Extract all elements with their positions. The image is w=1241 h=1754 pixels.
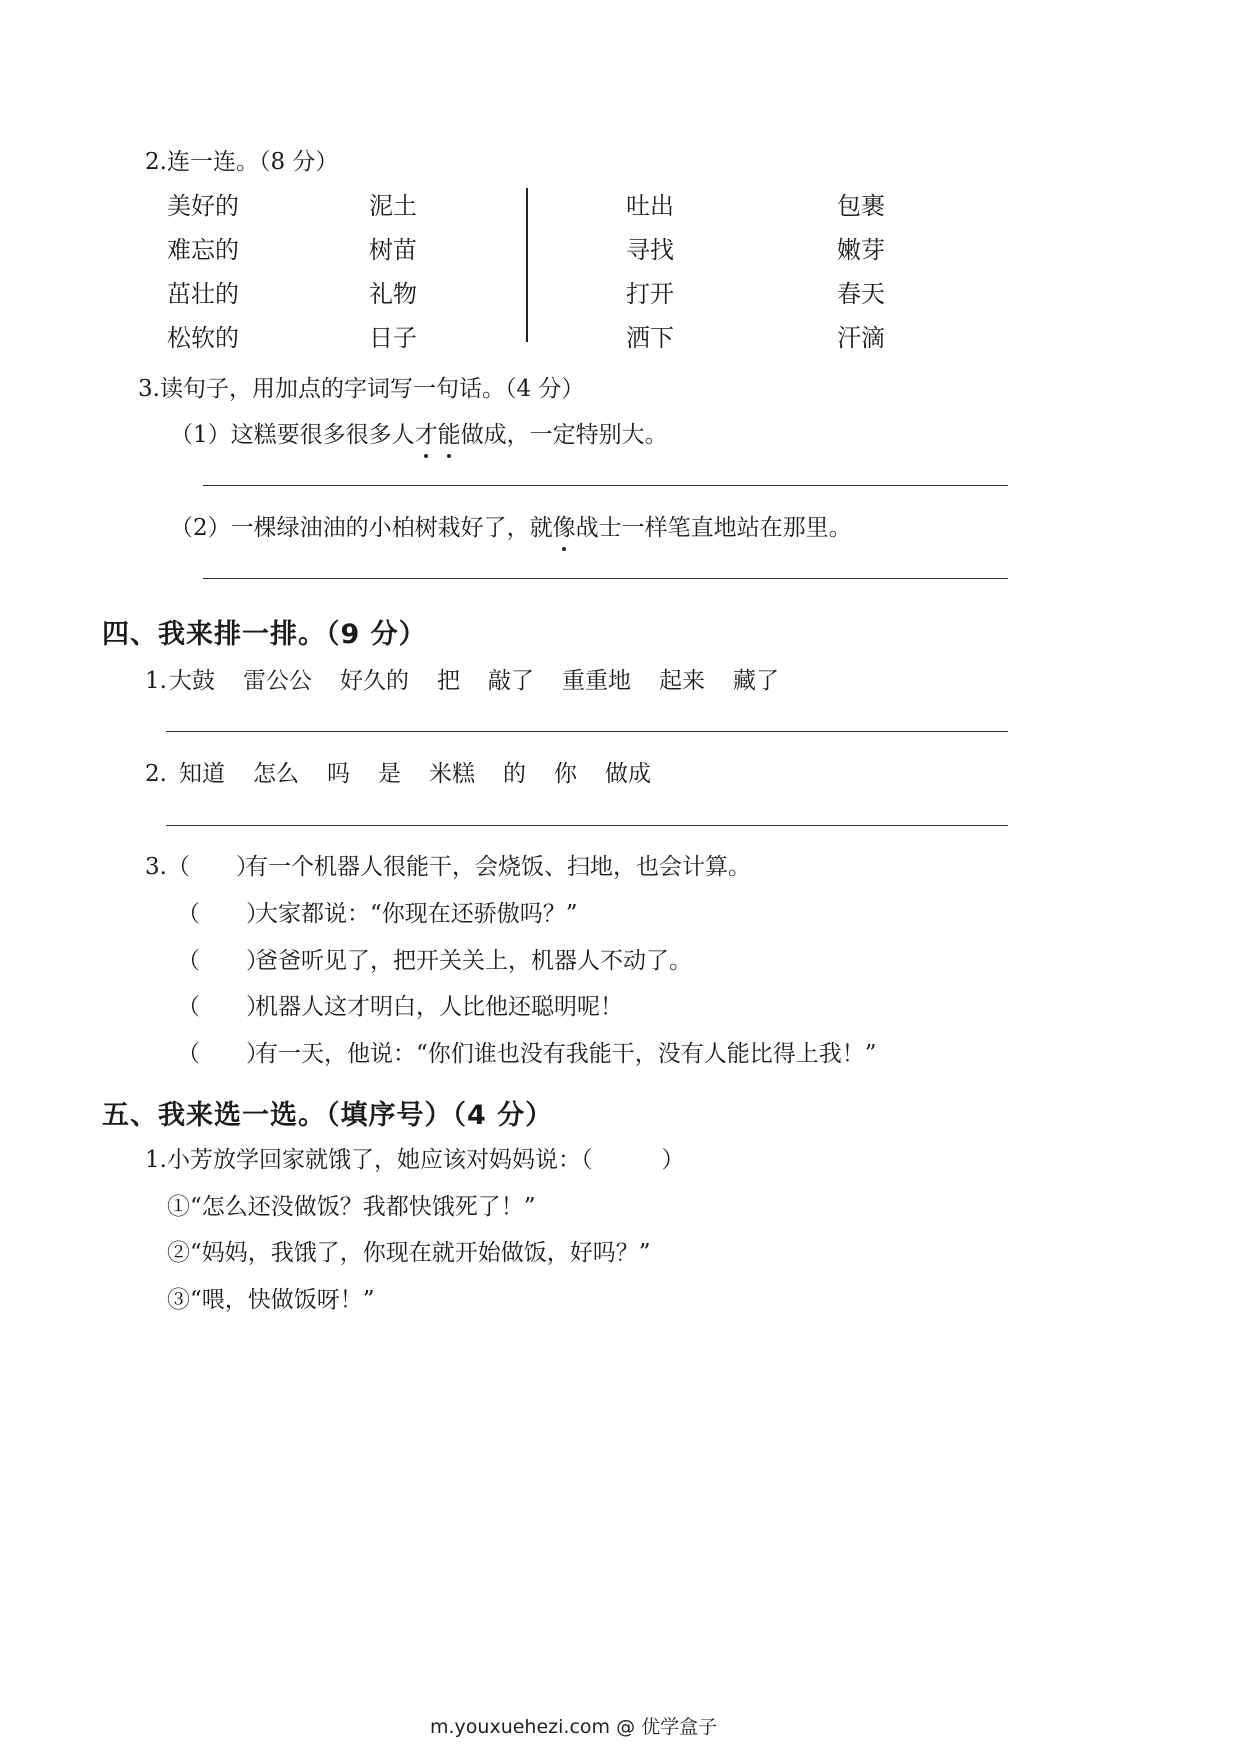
dotted-char: 像 [553,509,576,542]
dotted-char: 能 [438,416,461,449]
sort-item [177,988,623,1021]
word: 雷公公 [242,668,312,694]
sentence-text: 机器人这才明白，人比他还聪明呢！ [255,994,623,1020]
answer-parens[interactable]: （ ） [177,994,269,1020]
answer-parens[interactable]: （ ） [177,901,269,927]
answer-parens[interactable]: （ ） [177,1041,269,1067]
sentence-text: （2）一棵绿油油的小柏树栽好了，就 [170,515,553,541]
option-1: ①“怎么还没做饭？我都快饿死了！” [167,1194,536,1220]
q3-sentence-2 [170,509,852,542]
sec4-q1-words [145,662,807,695]
sentence-text: 爸爸听见了，把开关关上，机器人不动了。 [255,948,692,974]
sort-item [177,942,692,975]
option-2: ②“妈妈，我饿了，你现在就开始做饭，好吗？” [167,1240,651,1266]
word: 米糕 [428,761,475,787]
word: 敲了 [487,668,534,694]
answer-line[interactable] [203,485,1008,486]
word: 做成 [604,761,651,787]
match-word[interactable]: 茁壮的 [167,280,239,308]
sort-item [177,1035,877,1068]
match-word[interactable]: 难忘的 [167,236,239,264]
sort-item [177,895,578,928]
answer-line[interactable] [203,578,1008,579]
match-word[interactable]: 嫩芽 [837,236,885,264]
q2-title: 2.连一连。（8 分） [145,149,339,175]
section-4-title: 四、我来排一排。（9 分） [102,619,427,650]
sentence-text: 大家都说：“你现在还骄傲吗？” [255,901,578,927]
match-word[interactable]: 松软的 [167,324,239,352]
word: 你 [553,761,577,787]
sentence-text: 有一个机器人很能干，会烧饭、扫地，也会计算。 [244,854,751,880]
word: 藏了 [732,668,779,694]
sentence-text: 有一天，他说：“你们谁也没有我能干，没有人能比得上我！” [255,1041,877,1067]
word: 知道 [178,761,225,787]
sec4-q2-words [145,755,679,788]
word: 的 [502,761,526,787]
option-3: ③“喂，快做饭呀！” [167,1287,375,1313]
match-word[interactable]: 吐出 [626,192,674,220]
q3-title: 3.读句子，用加点的字词写一句话。（4 分） [138,376,585,402]
match-word[interactable]: 泥土 [369,192,417,220]
question-number: 1. [145,668,167,694]
word: 起来 [658,668,705,694]
footer-watermark: m.youxuehezi.com @ 优学盒子 [430,1716,718,1738]
word: 好久的 [339,668,409,694]
dotted-char: 才 [415,416,438,449]
word: 把 [436,668,460,694]
divider-line [526,188,528,342]
sort-item [145,848,751,881]
match-word[interactable]: 礼物 [369,280,417,308]
match-word[interactable]: 包裹 [837,192,885,220]
answer-parens[interactable]: （ ） [177,948,269,974]
answer-parens[interactable]: （ ） [166,854,259,880]
question-number: 3. [145,854,167,880]
word: 怎么 [252,761,299,787]
q3-sentence-1 [170,416,668,449]
sentence-text: 战士一样笔直地站在那里。 [575,515,852,541]
match-word[interactable]: 洒下 [626,324,674,352]
answer-line[interactable] [166,731,1008,732]
match-word[interactable]: 日子 [369,324,417,352]
word: 是 [377,761,401,787]
match-word[interactable]: 汗滴 [837,324,885,352]
sentence-text: （1）这糕要很多很多人 [170,422,415,448]
question-number: 2. [145,761,167,787]
sec5-q1: 1.小芳放学回家就饿了，她应该对妈妈说：（ ） [145,1147,685,1173]
match-word[interactable]: 春天 [837,280,885,308]
answer-line[interactable] [166,825,1008,826]
match-word[interactable]: 树苗 [369,236,417,264]
word: 吗 [326,761,350,787]
sentence-text: 做成，一定特别大。 [460,422,668,448]
match-word[interactable]: 寻找 [626,236,674,264]
word: 重重地 [561,668,631,694]
match-word[interactable]: 打开 [626,280,674,308]
match-word[interactable]: 美好的 [167,192,239,220]
section-5-title: 五、我来选一选。（填序号）（4 分） [102,1100,554,1131]
word: 大鼓 [168,668,215,694]
